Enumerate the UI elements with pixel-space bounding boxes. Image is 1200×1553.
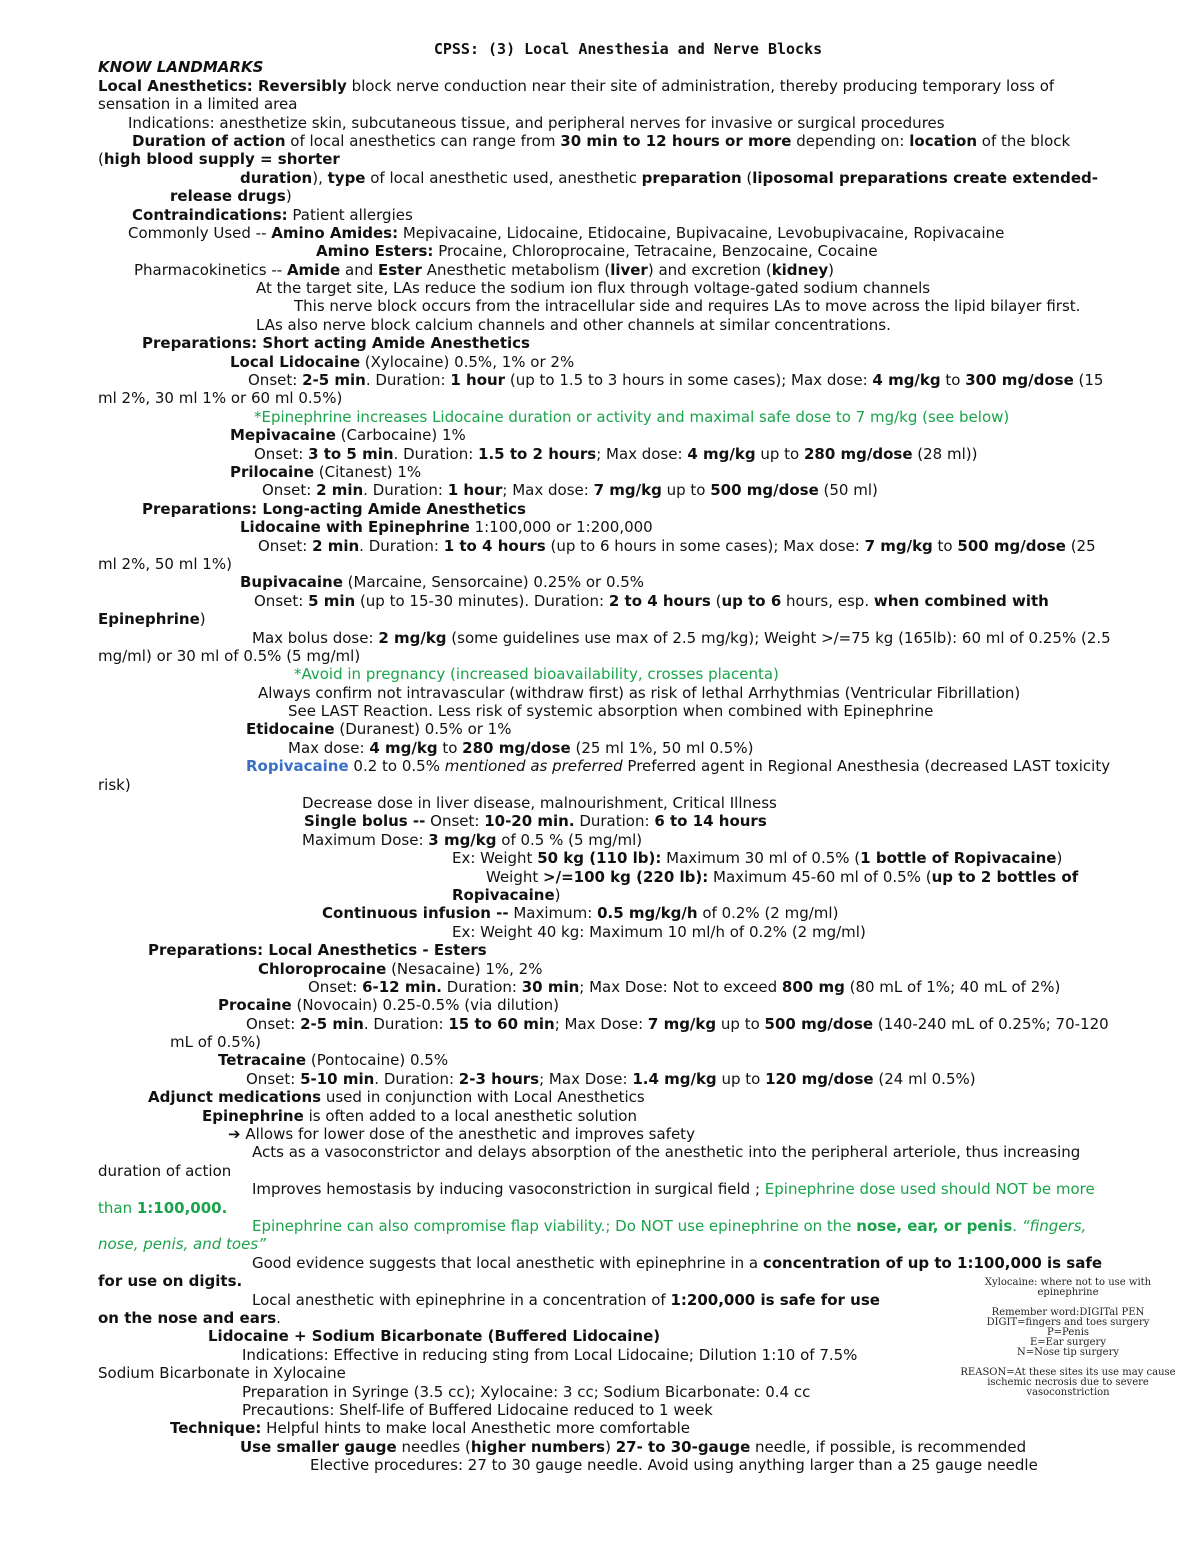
line-76: Elective procedures: 27 to 30 gauge needle. Avoid using anything larger than a 25 gauge needle [310,1456,1038,1475]
line-22: Prilocaine (Citanest) 1% [230,462,422,481]
line-49: Chloroprocaine (Nesacaine) 1%, 2% [258,959,543,978]
line-20: Mepivacaine (Carbocaine) 1% [230,426,466,445]
line-21: Onset: 3 to 5 min. Duration: 1.5 to 2 hours; Max dose: 4 mg/kg up to 280 mg/dose (28 ml)) [254,444,978,463]
margin-note-line: vasoconstriction [1026,1387,1110,1398]
line-31: Max bolus dose: 2 mg/kg (some guidelines use max of 2.5 mg/kg); Weight >/=75 kg (165lb): 60 ml of 0.25% (2.5 [252,628,1111,647]
line-17: Onset: 2-5 min. Duration: 1 hour (up to 1.5 to 3 hours in some cases); Max dose: 4 mg/kg to 300 mg/dose (15 [248,371,1104,390]
line-41: Single bolus -- Onset: 10-20 min. Duration: 6 to 14 hours [304,812,767,831]
line-65: Good evidence suggests that local anesthetic with epinephrine in a concentration of up to 1:100,000 is safe [252,1253,1103,1272]
line-37: Max dose: 4 mg/kg to 280 mg/dose (25 ml 1%, 50 ml 0.5%) [288,738,754,757]
line-5: (high blood supply = shorter [98,150,340,169]
margin-note-line: Xylocaine: where not to use with [984,1277,1152,1288]
margin-note-line: P=Penis [1046,1327,1090,1338]
line-74: Technique: Helpful hints to make local Anesthetic more comfortable [170,1419,691,1438]
line-39: risk) [98,775,131,794]
line-48: Preparations: Local Anesthetics - Esters [148,941,487,960]
line-19: *Epinephrine increases Lidocaine duration or activity and maximal safe dose to 7 mg/kg (see below) [254,407,1010,426]
line-73: Precautions: Shelf-life of Buffered Lidocaine reduced to 1 week [242,1400,713,1419]
line-53: mL of 0.5%) [170,1033,261,1052]
line-6: duration), type of local anesthetic used, anesthetic preparation (liposomal preparations create extended- [240,168,1098,187]
margin-note-line: E=Ear surgery [1029,1337,1106,1348]
margin-note-line: ischemic necrosis due to severe [987,1377,1149,1388]
line-67: Local anesthetic with epinephrine in a concentration of 1:200,000 is safe for use [252,1290,880,1309]
line-16: Local Lidocaine (Xylocaine) 0.5%, 1% or 2% [230,352,575,371]
line-14: LAs also nerve block calcium channels and other channels at similar concentrations. [256,315,891,334]
line-23: Onset: 2 min. Duration: 1 hour; Max dose: 7 mg/kg up to 500 mg/dose (50 ml) [262,481,878,500]
line-47: Ex: Weight 40 kg: Maximum 10 ml/h of 0.2% (2 mg/ml) [452,922,866,941]
line-32: mg/ml) or 30 ml of 0.5% (5 mg/ml) [98,646,361,665]
line-75: Use smaller gauge needles (higher numbers) 27- to 30-gauge needle, if possible, is recommended [240,1437,1027,1456]
line-50: Onset: 6-12 min. Duration: 30 min; Max Dose: Not to exceed 800 mg (80 mL of 1%; 40 mL of 2%) [308,977,1061,996]
page-title: CPSS: (3) Local Anesthesia and Nerve Blocks [433,40,823,58]
line-24: Preparations: Long-acting Amide Anesthetics [142,499,526,518]
line-36: Etidocaine (Duranest) 0.5% or 1% [246,720,512,739]
line-64: nose, penis, and toes” [98,1235,266,1254]
line-60: duration of action [98,1161,232,1180]
line-72: Preparation in Syringe (3.5 cc); Xylocaine: 3 cc; Sodium Bicarbonate: 0.4 cc [242,1382,811,1401]
line-63: Epinephrine can also compromise flap viability.; Do NOT use epinephrine on the nose, ear, or penis. “fingers, [252,1217,1087,1235]
line-68: on the nose and ears. [98,1308,281,1327]
line-51: Procaine (Novocain) 0.25-0.5% (via dilution) [218,996,560,1015]
margin-note [948,1278,1188,1398]
line-55: Onset: 5-10 min. Duration: 2-3 hours; Max Dose: 1.4 mg/kg up to 120 mg/dose (24 ml 0.5%) [246,1069,976,1088]
line-42: Maximum Dose: 3 mg/kg of 0.5 % (5 mg/ml) [302,830,643,849]
line-15: Preparations: Short acting Amide Anesthetics [142,334,530,353]
line-34: Always confirm not intravascular (withdraw first) as risk of lethal Arrhythmias (Ventricular Fibrillation) [258,683,1021,702]
line-35: See LAST Reaction. Less risk of systemic absorption when combined with Epinephrine [288,702,934,721]
line-11: Pharmacokinetics -- Amide and Ester Anesthetic metabolism (liver) and excretion (kidney) [134,260,835,279]
line-29: Onset: 5 min (up to 15-30 minutes). Duration: 2 to 4 hours (up to 6 hours, esp. when combined with [254,591,1049,610]
margin-note-line: REASON=At these sites its use may cause [960,1367,1176,1378]
line-25: Lidocaine with Epinephrine 1:100,000 or 1:200,000 [240,518,653,537]
line-28: Bupivacaine (Marcaine, Sensorcaine) 0.25% or 0.5% [240,573,645,592]
line-62: than 1:100,000. [98,1198,228,1217]
line-18: ml 2%, 30 ml 1% or 60 ml 0.5%) [98,389,343,408]
line-3: Indications: anesthetize skin, subcutaneous tissue, and peripheral nerves for invasive or surgical procedures [128,113,945,132]
document-body [98,40,1158,1474]
line-10: Amino Esters: Procaine, Chloroprocaine, Tetracaine, Benzocaine, Cocaine [316,242,878,261]
margin-note-line: N=Nose tip surgery [1016,1347,1120,1358]
line-4: Duration of action of local anesthetics can range from 30 min to 12 hours or more depending on: location of the block [132,131,1071,150]
section-heading: KNOW LANDMARKS [98,58,264,77]
line-27: ml 2%, 50 ml 1%) [98,554,232,573]
line-12: At the target site, LAs reduce the sodium ion flux through voltage-gated sodium channels [256,279,931,298]
line-61: Improves hemostasis by inducing vasoconstriction in surgical field ; Epinephrine dose used should NOT be more [252,1180,1095,1199]
line-52: Onset: 2-5 min. Duration: 15 to 60 min; Max Dose: 7 mg/kg up to 500 mg/dose (140-240 mL of 0.25%; 70-120 [246,1014,1109,1033]
margin-note-line: epinephrine [1037,1287,1099,1298]
line-43: Ex: Weight 50 kg (110 lb): Maximum 30 ml of 0.5% (1 bottle of Ropivacaine) [452,849,1063,868]
line-71: Sodium Bicarbonate in Xylocaine [98,1364,346,1383]
line-58: ➔ Allows for lower dose of the anesthetic and improves safety [228,1125,695,1144]
line-8: Contraindications: Patient allergies [132,205,413,224]
line-59: Acts as a vasoconstrictor and delays absorption of the anesthetic into the peripheral arteriole, thus increasing [252,1143,1081,1162]
line-44: Weight >/=100 kg (220 lb): Maximum 45-60 ml of 0.5% (up to 2 bottles of [486,867,1079,886]
line-46: Continuous infusion -- Maximum: 0.5 mg/kg/h of 0.2% (2 mg/ml) [322,904,839,923]
line-56: Adjunct medications used in conjunction with Local Anesthetics [148,1088,645,1107]
line-1: Local Anesthetics: Reversibly block nerve conduction near their site of administration, thereby producing temporary loss of [98,76,1055,95]
line-45: Ropivacaine) [452,885,561,904]
line-30: Epinephrine) [98,610,206,629]
line-69: Lidocaine + Sodium Bicarbonate (Buffered Lidocaine) [208,1327,661,1346]
line-33: *Avoid in pregnancy (increased bioavailability, crosses placenta) [294,665,779,684]
line-54: Tetracaine (Pontocaine) 0.5% [218,1051,449,1070]
line-26: Onset: 2 min. Duration: 1 to 4 hours (up to 6 hours in some cases); Max dose: 7 mg/kg to 500 mg/dose (25 [258,536,1096,555]
line-9: Commonly Used -- Amino Amides: Mepivacaine, Lidocaine, Etidocaine, Bupivacaine, Levobupivacaine, Ropivacaine [128,223,1005,242]
line-2: sensation in a limited area [98,95,298,114]
line-13: This nerve block occurs from the intracellular side and requires LAs to move across the lipid bilayer first. [294,297,1081,316]
margin-note-line: Remember word:DIGITal PEN [991,1307,1145,1318]
line-7: release drugs) [170,187,292,206]
line-40: Decrease dose in liver disease, malnourishment, Critical Illness [302,794,777,813]
line-38: Ropivacaine 0.2 to 0.5% mentioned as preferred Preferred agent in Regional Anesthesia (decreased LAST toxicity [246,757,1111,776]
line-66: for use on digits. [98,1272,243,1291]
line-70: Indications: Effective in reducing sting from Local Lidocaine; Dilution 1:10 of 7.5% [242,1345,858,1364]
margin-note-line: DIGIT=fingers and toes surgery [986,1317,1150,1328]
line-57: Epinephrine is often added to a local anesthetic solution [202,1106,637,1125]
